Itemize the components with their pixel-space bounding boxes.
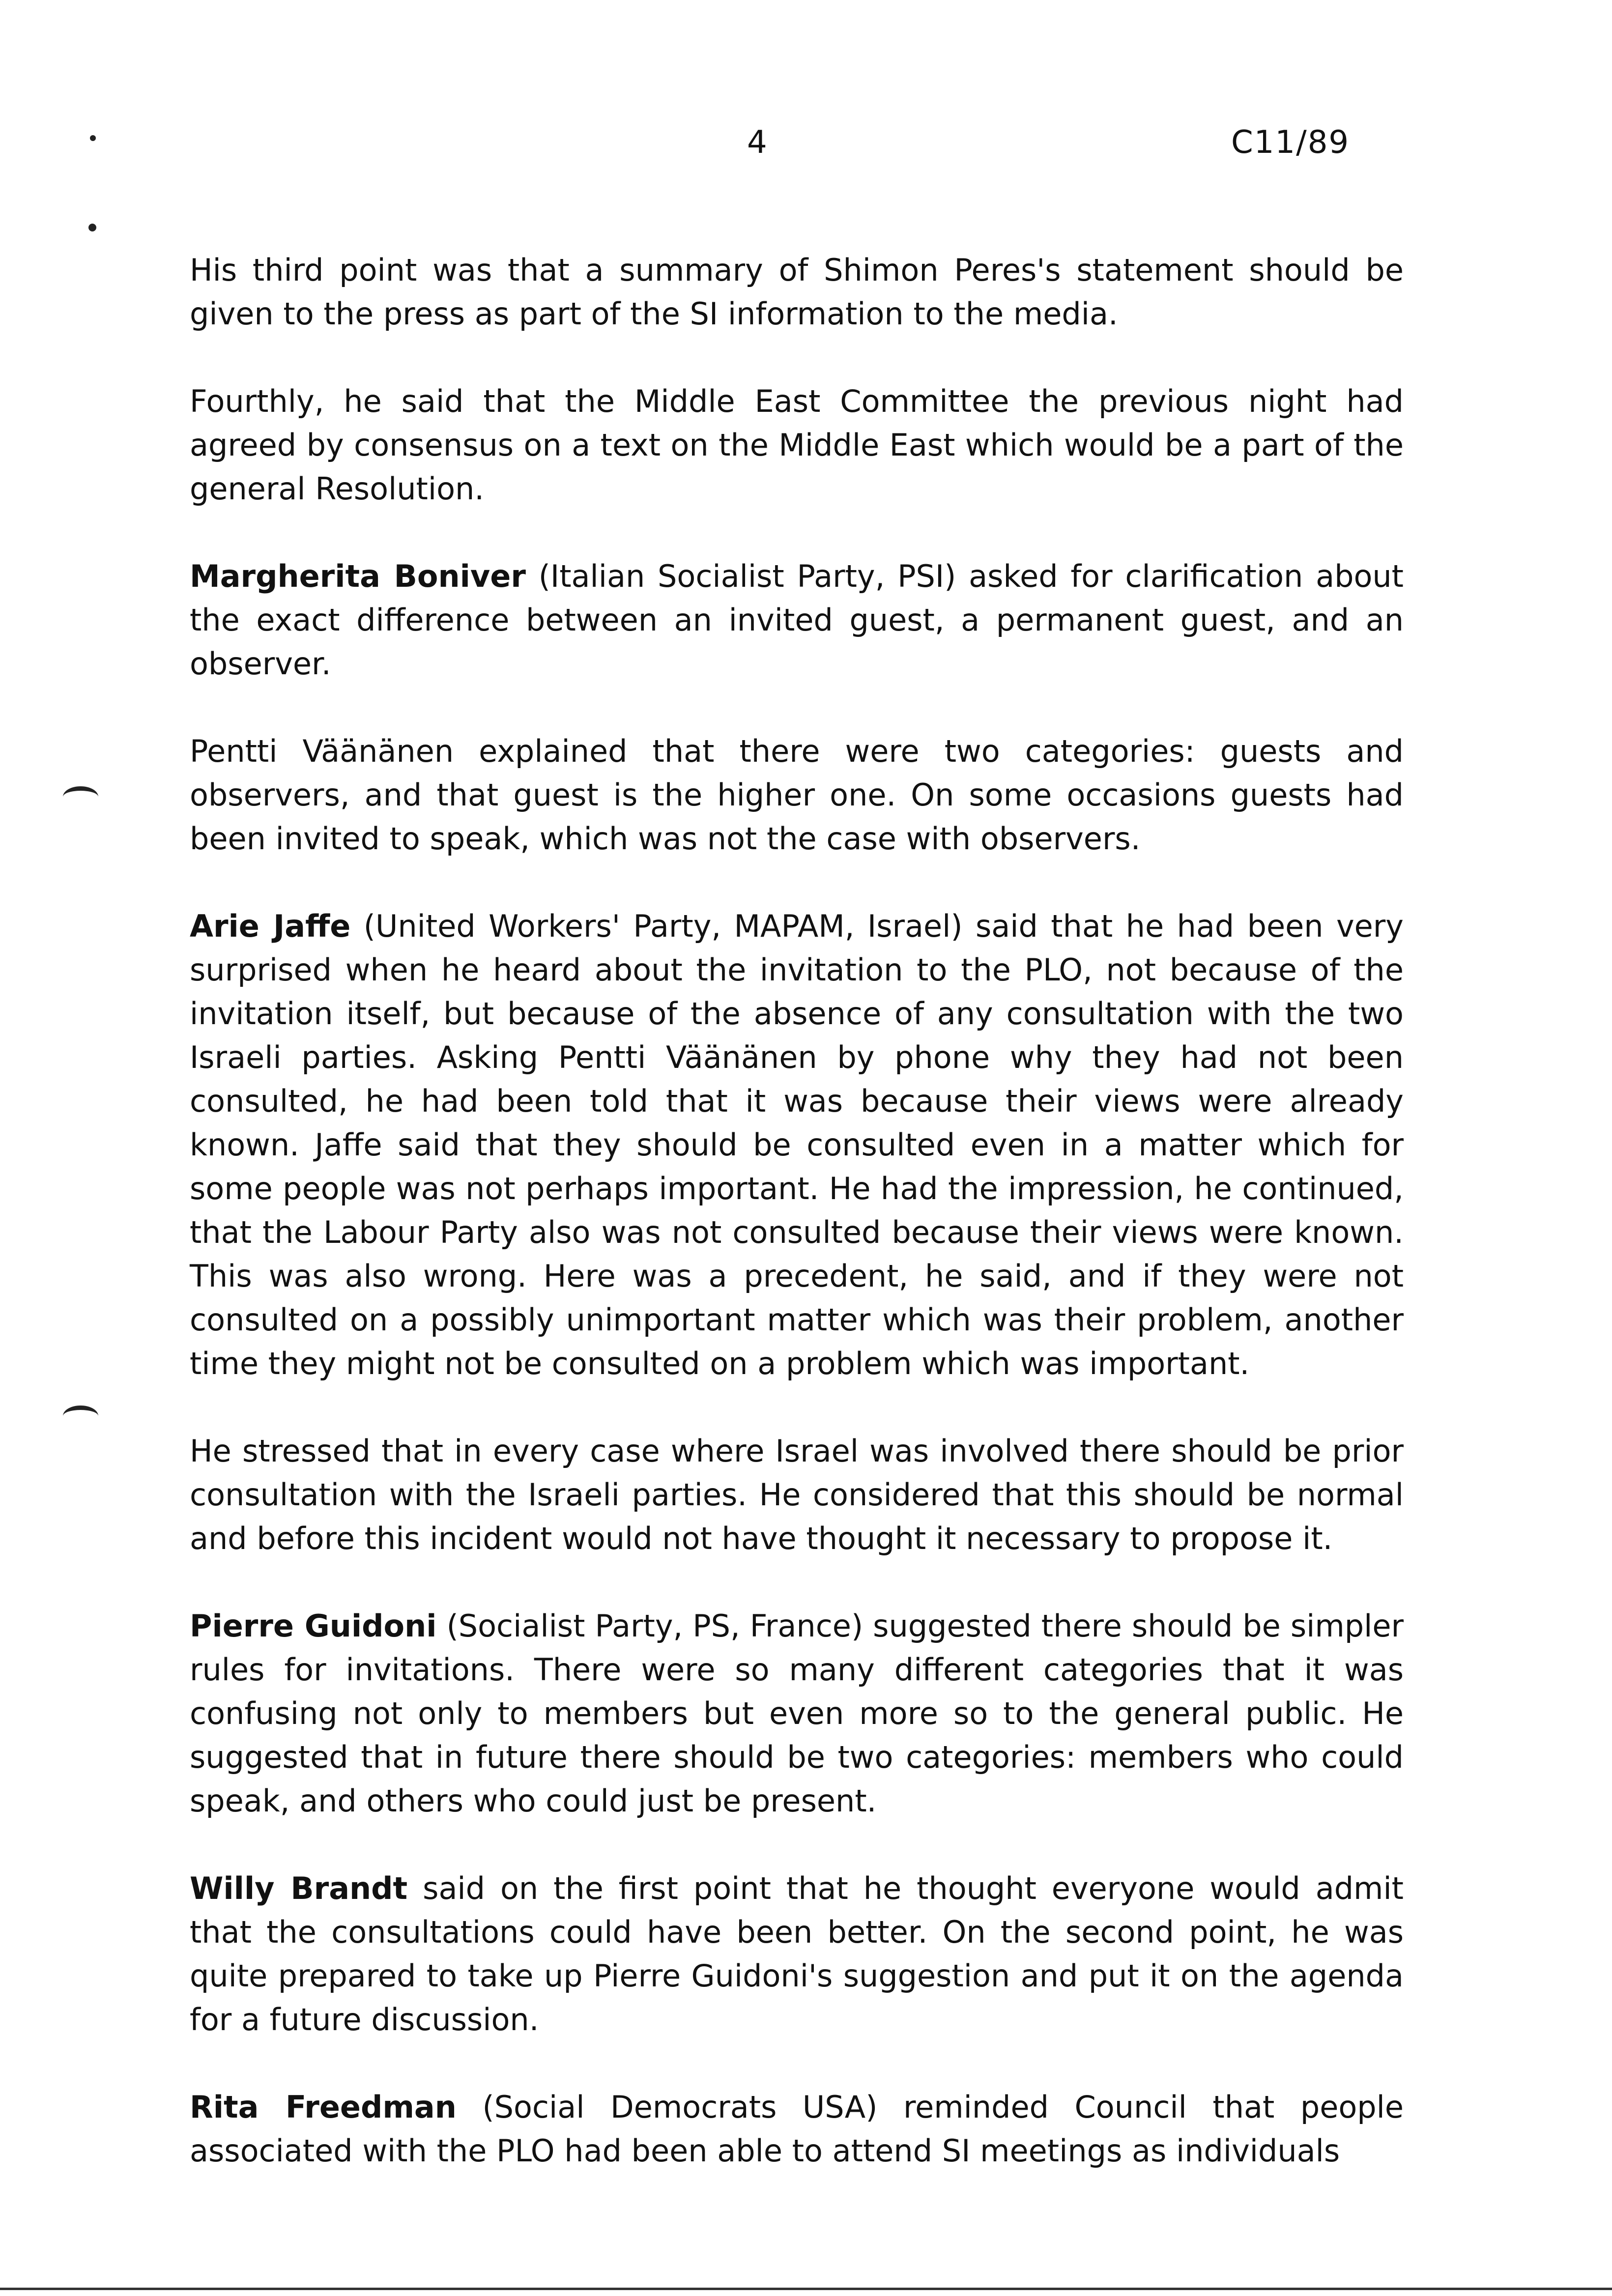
minutes-body: [190, 248, 1404, 2216]
paragraph: [190, 904, 1404, 1385]
paragraph: [190, 1429, 1404, 1560]
paragraph-text: said on the first point that he thought everyone would admit that the consultations could have been better. On the second point, he was quite prepared to take up Pierre Guidoni's suggestion and put it on the agenda for a future discussion.: [190, 1870, 1404, 2038]
speaker-name: Margherita Boniver: [190, 558, 526, 594]
paragraph: [190, 554, 1404, 686]
paragraph-text: (Social Democrats USA) reminded Council that people associated with the PLO had been able to attend SI meetings as individuals: [190, 2089, 1404, 2169]
margin-bracket-mark: [63, 786, 98, 807]
paragraph-text: (Italian Socialist Party, PSI) asked for clarification about the exact difference between an invited guest, a permanent guest, and an observer.: [190, 558, 1404, 682]
paragraph-text: His third point was that a summary of Shimon Peres's statement should be given to the press as part of the SI information to the media.: [190, 252, 1404, 332]
paragraph: [190, 2085, 1404, 2173]
paragraph: [190, 379, 1404, 511]
document-reference: C11/89: [1231, 124, 1350, 161]
margin-dot: [90, 135, 96, 141]
paragraph-text: Fourthly, he said that the Middle East Committee the previous night had agreed by consensus on a text on the Middle East which would be a part of the general Resolution.: [190, 383, 1404, 507]
speaker-name: Rita Freedman: [190, 2089, 457, 2125]
page-number: 4: [747, 124, 767, 161]
margin-bracket-mark: [63, 1406, 98, 1427]
speaker-name: Arie Jaffe: [190, 908, 351, 944]
paragraph: [190, 1866, 1404, 2041]
page-bottom-rule: [0, 2288, 1612, 2290]
paragraph: [190, 729, 1404, 861]
paragraph-text: He stressed that in every case where Israel was involved there should be prior consultation with the Israeli parties. He considered that this should be normal and before this incident would not have thought it necessary to propose it.: [190, 1433, 1404, 1556]
paragraph: [190, 248, 1404, 336]
paragraph-text: (United Workers' Party, MAPAM, Israel) said that he had been very surprised when he heard about the invitation to the PLO, not because of the invitation itself, but because of the absence of any consultation with the two Israeli parties. Asking Pentti Väänänen by phone why they had not been consulted, he had been told that it was because their views were already known. Jaffe said that they should be consulted even in a matter which for some people was not perhaps important. He had the impression, he continued, that the Labour Party also was not consulted because their views were known. This was also wrong. Here was a precedent, he said, and if they were not consulted on a possibly unimportant matter which was their problem, another time they might not be consulted on a problem which was important.: [190, 908, 1404, 1381]
paragraph: [190, 1604, 1404, 1823]
paragraph-text: (Socialist Party, PS, France) suggested there should be simpler rules for invitations. There were so many different categories that it was confusing not only to members but even more so to the general public. He suggested that in future there should be two categories: members who could speak, and others who could just be present.: [190, 1608, 1404, 1819]
margin-dot: [88, 224, 96, 231]
paragraph-text: Pentti Väänänen explained that there were two categories: guests and observers, and that guest is the higher one. On some occasions guests had been invited to speak, which was not the case with observers.: [190, 733, 1404, 857]
speaker-name: Willy Brandt: [190, 1870, 408, 1906]
speaker-name: Pierre Guidoni: [190, 1608, 437, 1644]
